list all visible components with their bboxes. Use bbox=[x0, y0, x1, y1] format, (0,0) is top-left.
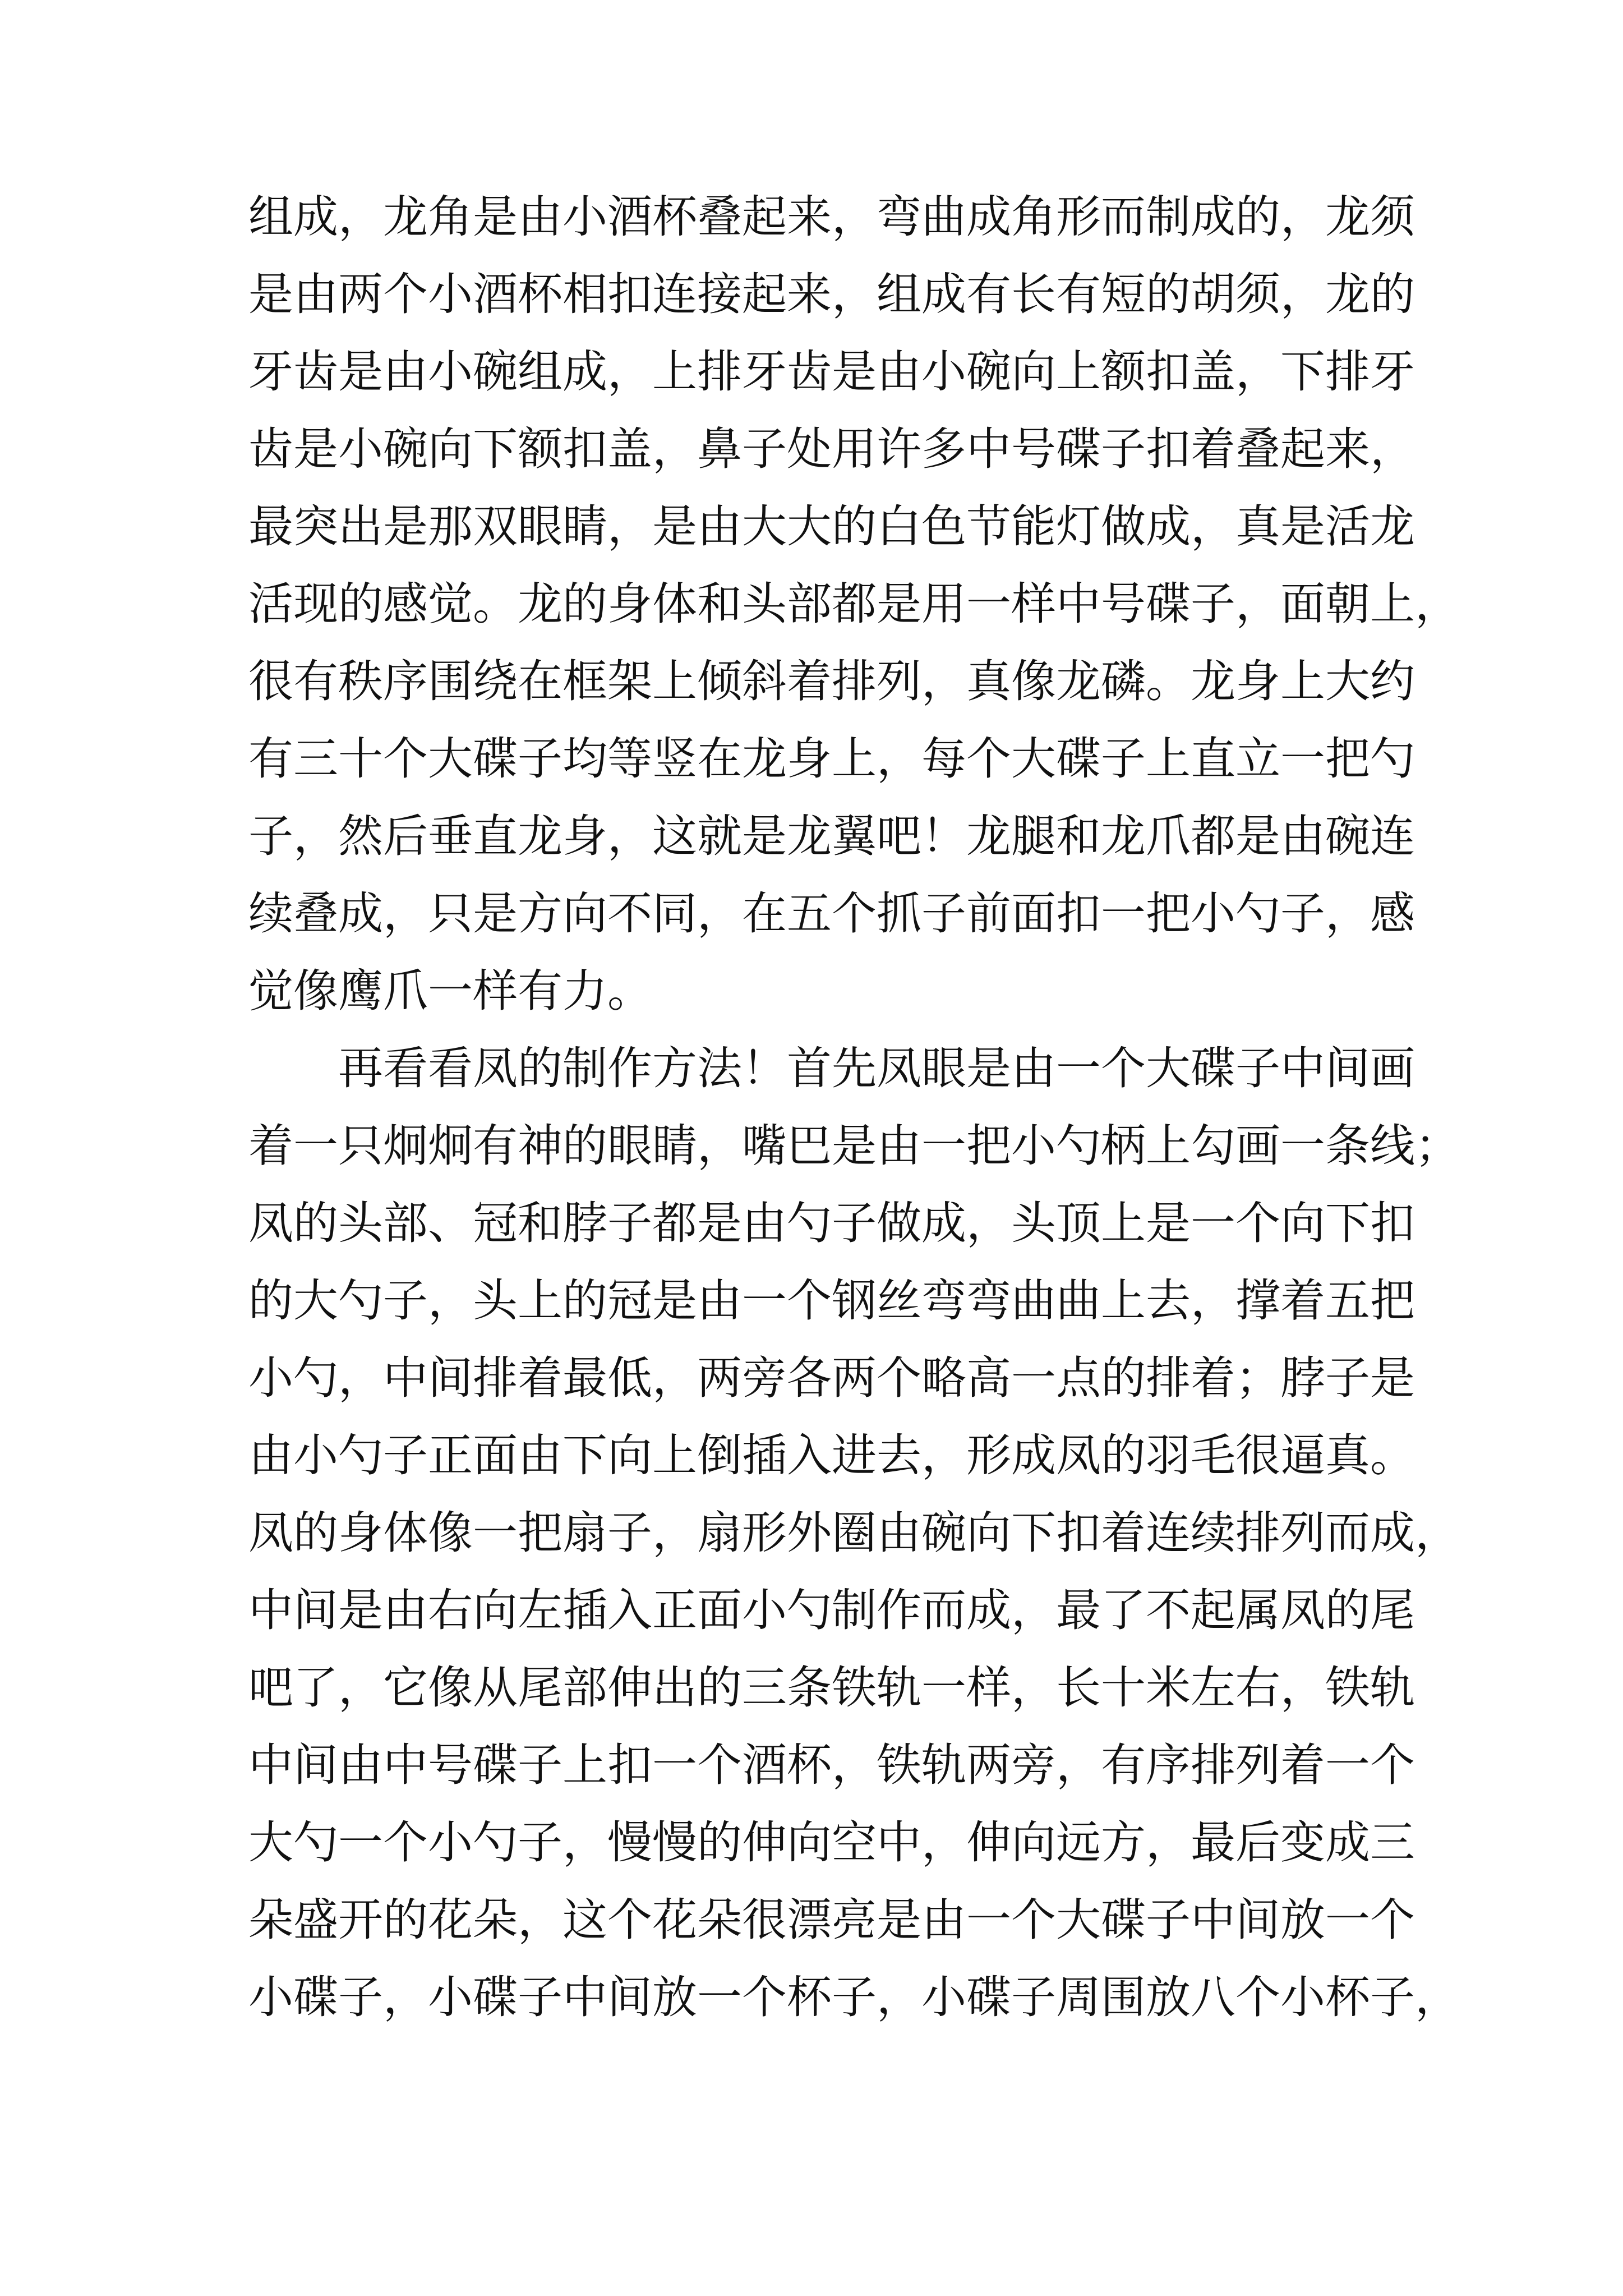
text-line: 牙齿是由小碗组成，上排牙齿是由小碗向上额扣盖，下排牙 bbox=[248, 346, 1415, 398]
text-line: 的大勺子，头上的冠是由一个钢丝弯弯曲曲上去，撑着五把 bbox=[248, 1274, 1415, 1327]
text-line: 着一只炯炯有神的眼睛，嘴巴是由一把小勺柄上勾画一条线； bbox=[248, 1120, 1460, 1172]
text-line: 由小勺子正面由下向上倒插入进去，形成凤的羽毛很逼真。 bbox=[248, 1429, 1415, 1481]
text-line: 凤的身体像一把扇子，扇形外圈由碗向下扣着连续排列而成， bbox=[248, 1507, 1460, 1559]
text-line: 齿是小碗向下额扣盖，鼻子处用许多中号碟子扣着叠起来， bbox=[248, 423, 1415, 475]
text-line: 续叠成，只是方向不同，在五个抓子前面扣一把小勺子，感 bbox=[248, 887, 1415, 940]
text-line: 子，然后垂直龙身，这就是龙翼吧！龙腿和龙爪都是由碗连 bbox=[248, 810, 1415, 862]
text-line: 是由两个小酒杯相扣连接起来，组成有长有短的胡须，龙的 bbox=[248, 268, 1415, 320]
text-line: 最突出是那双眼睛，是由大大的白色节能灯做成，真是活龙 bbox=[248, 500, 1415, 553]
text-line: 觉像鹰爪一样有力。 bbox=[248, 965, 652, 1017]
text-line: 活现的感觉。龙的身体和头部都是用一样中号碟子，面朝上， bbox=[248, 578, 1460, 630]
text-line: 大勺一个小勺子，慢慢的伸向空中，伸向远方，最后变成三 bbox=[248, 1816, 1415, 1869]
text-line: 小碟子，小碟子中间放一个杯子，小碟子周围放八个小杯子， bbox=[248, 1971, 1460, 2023]
text-line: 很有秩序围绕在框架上倾斜着排列，真像龙磷。龙身上大约 bbox=[248, 655, 1415, 707]
text-line: 凤的头部、冠和脖子都是由勺子做成，头顶上是一个向下扣 bbox=[248, 1197, 1415, 1249]
text-line: 中间由中号碟子上扣一个酒杯，铁轨两旁，有序排列着一个 bbox=[248, 1739, 1415, 1791]
body-text bbox=[248, 178, 1460, 2036]
text-line: 有三十个大碟子均等竖在龙身上，每个大碟子上直立一把勺 bbox=[248, 733, 1415, 785]
text-line: 朵盛开的花朵，这个花朵很漂亮是由一个大碟子中间放一个 bbox=[248, 1894, 1415, 1946]
text-line: 中间是由右向左插入正面小勺制作而成，最了不起属凤的尾 bbox=[248, 1584, 1415, 1636]
text-line: 小勺，中间排着最低，两旁各两个略高一点的排着；脖子是 bbox=[248, 1352, 1415, 1404]
text-line: 组成，龙角是由小酒杯叠起来，弯曲成角形而制成的，龙须 bbox=[248, 191, 1415, 243]
text-line: 吧了，它像从尾部伸出的三条铁轨一样，长十米左右，铁轨 bbox=[248, 1662, 1415, 1714]
paragraph-first-line: 再看看凤的制作方法！首先凤眼是由一个大碟子中间画 bbox=[338, 1042, 1415, 1094]
